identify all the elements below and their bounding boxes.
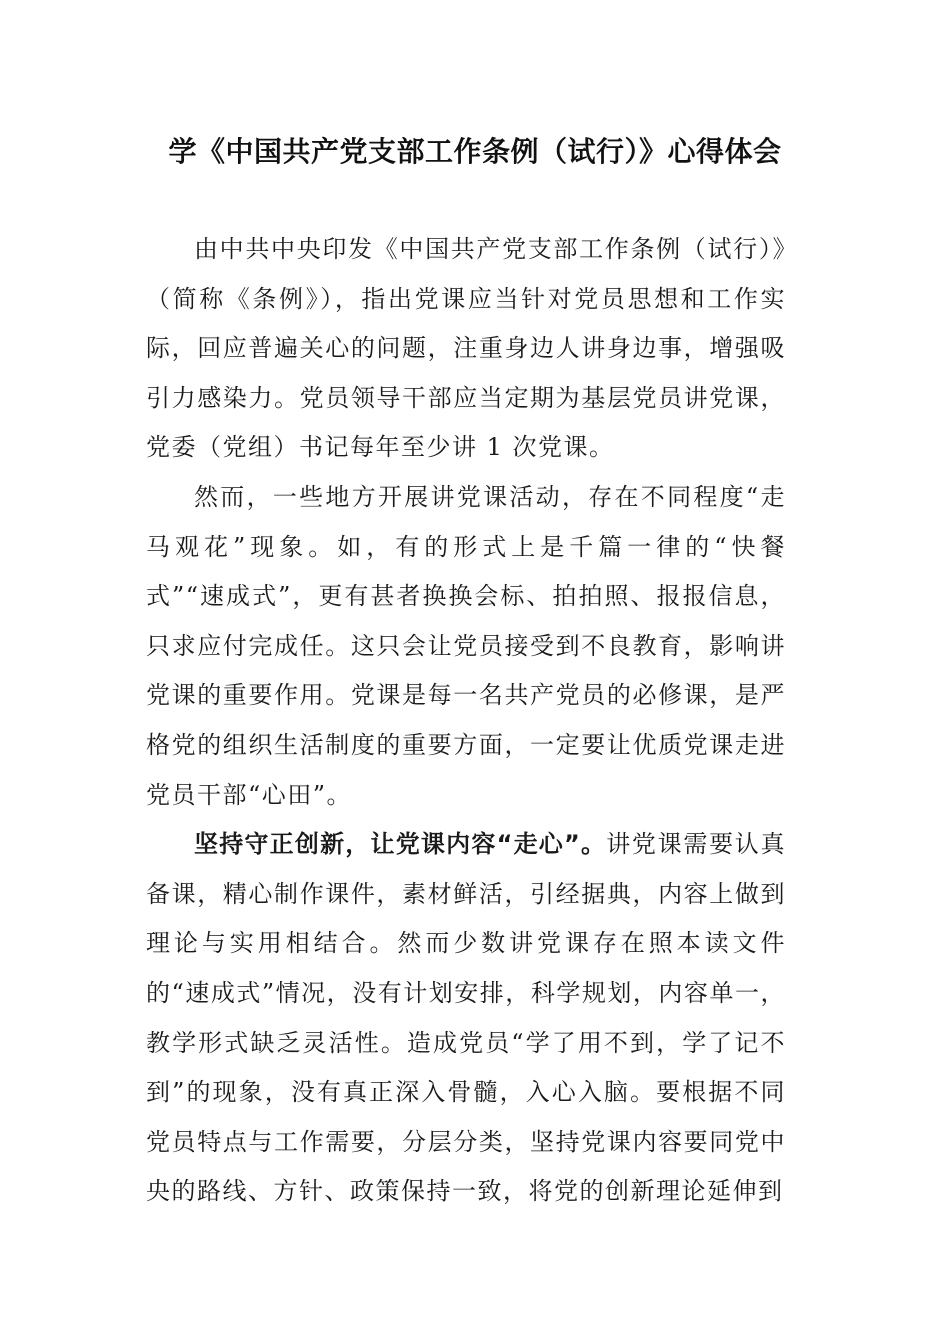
paragraph-1	[146, 225, 786, 473]
paragraph-1-text: 由中共中央印发《中国共产党支部工作条例（试行）》（简称《条例》），指出党课应当针对党员思想和工作实际，回应普遍关心的问题，注重身边人讲身边事，增强吸引力感染力。党员领导干部应当定期为基层党员讲党课，党委（党组）书记每年至少讲 1 次党课。	[146, 235, 786, 462]
paragraph-2-text: 然而，一些地方开展讲党课活动，存在不同程度“走马观花”现象。如，有的形式上是千篇一律的“快餐式”“速成式”，更有甚者换换会标、拍拍照、报报信息，只求应付完成任。这只会让党员接受到不良教育，影响讲党课的重要作用。党课是每一名共产党员的必修课，是严格党的组织生活制度的重要方面，一定要让优质党课走进党员干部“心田”。	[146, 482, 786, 809]
document-body	[146, 225, 786, 1217]
paragraph-2	[146, 473, 786, 820]
paragraph-3-text: 讲党课需要认真备课，精心制作课件，素材鲜活，引经据典，内容上做到理论与实用相结合。然而少数讲党课存在照本读文件的“速成式”情况，没有计划安排，科学规划，内容单一，教学形式缺乏灵活性。造成党员“学了用不到，学了记不到”的现象，没有真正深入骨髓，入心入脑。要根据不同党员特点与工作需要，分层分类，坚持党课内容要同党中央的路线、方针、政策保持一致，将党的创新理论延伸到	[146, 830, 787, 1206]
document-title: 学《中国共产党支部工作条例（试行）》心得体会	[168, 135, 782, 168]
paragraph-3-lead: 坚持守正创新，让党课内容“走心”。	[194, 830, 607, 859]
paragraph-3	[146, 820, 786, 1217]
